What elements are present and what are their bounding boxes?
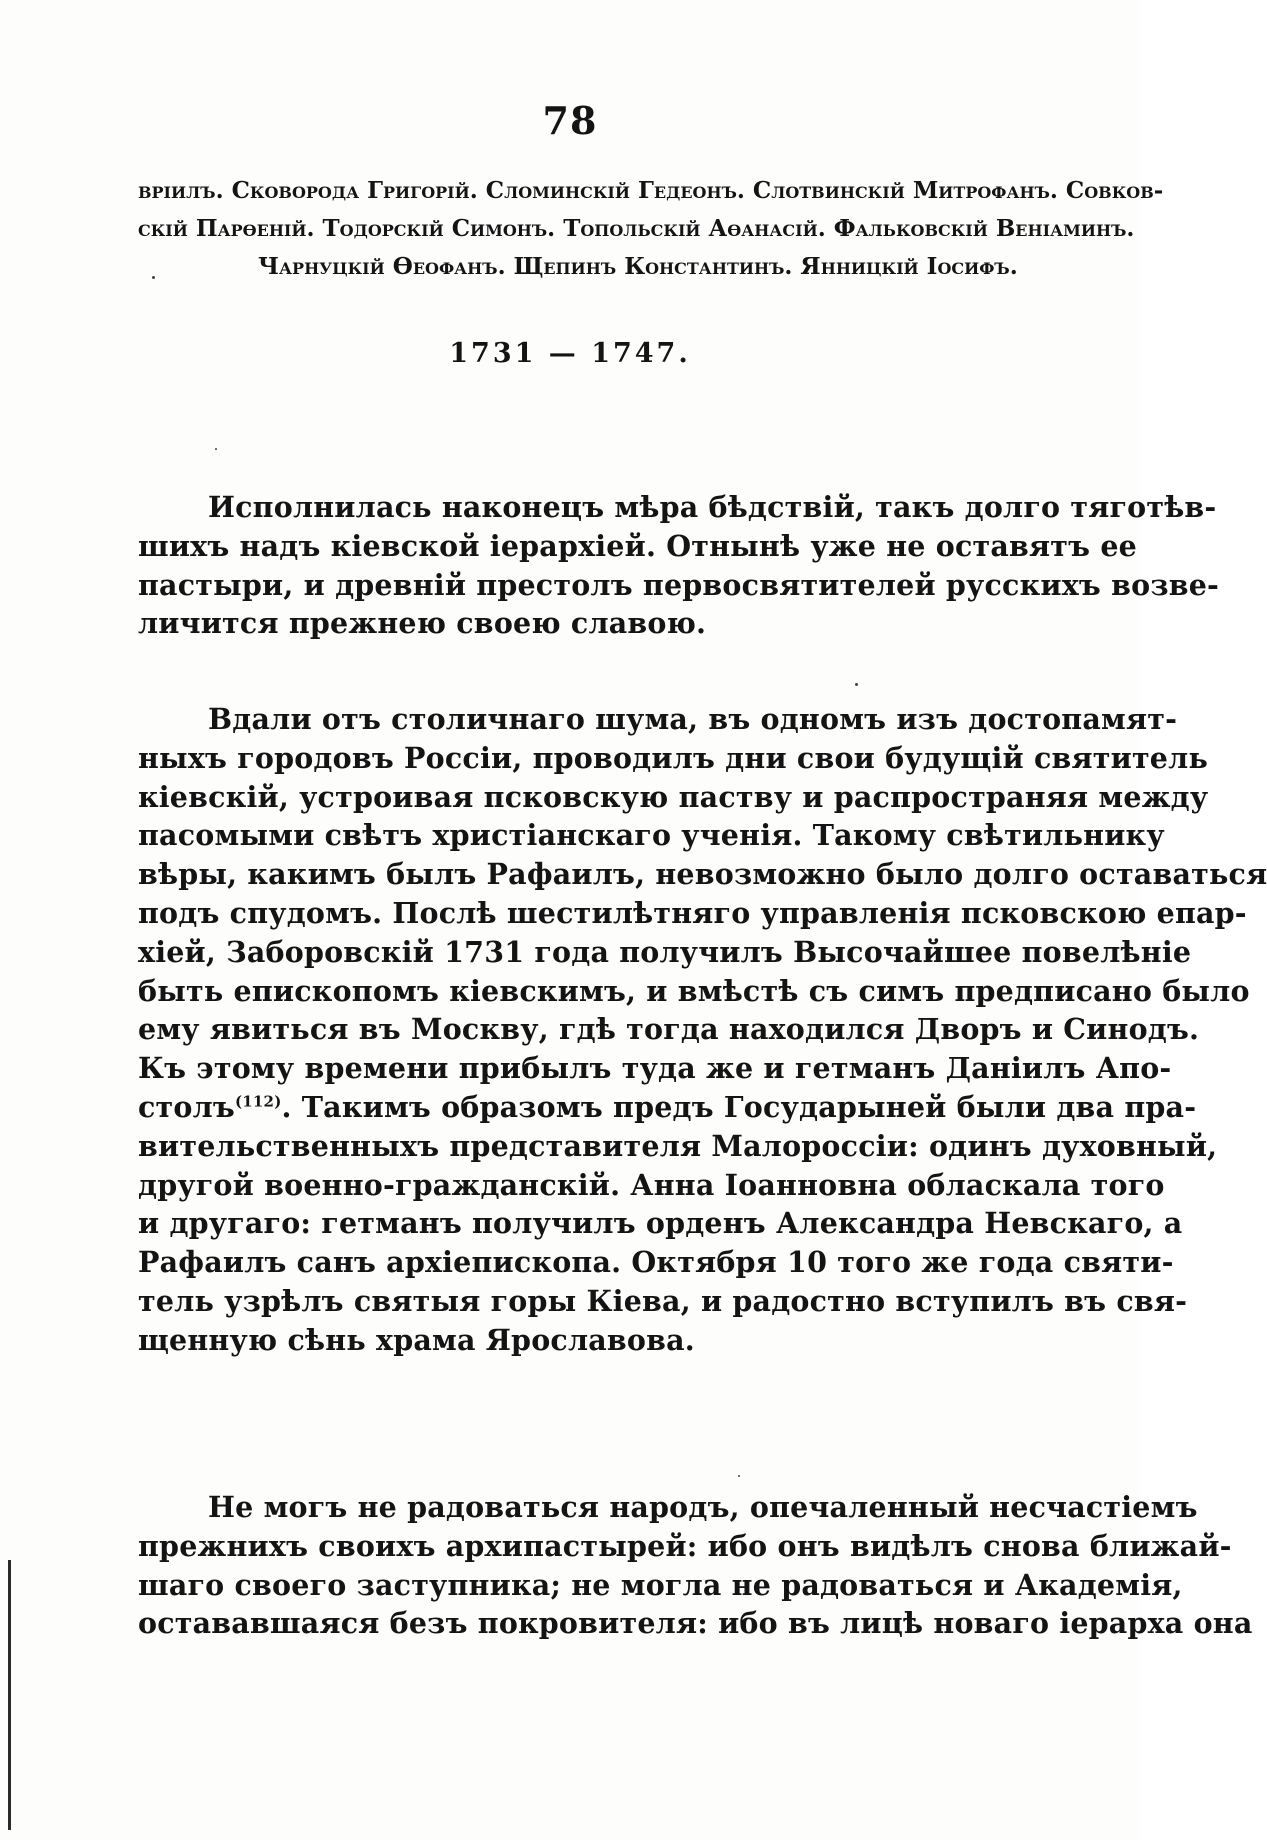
text-fragment: столъ <box>138 1089 235 1124</box>
names-line: Чарнуцкій Ѳеофанъ. Щепинъ Константинъ. Янницкій Іосифъ. <box>258 253 1018 280</box>
text-line: Исполнилась наконецъ мѣра бѣдствій, такъ долго тяготѣв- <box>208 490 1217 524</box>
text-line-with-footnote <box>138 1088 1197 1127</box>
text-line: пастыри, и древній престолъ первосвятителей русскихъ возве- <box>138 567 1220 602</box>
text-fragment: . Такимъ образомъ предъ Государыней были два пра- <box>281 1089 1197 1124</box>
text-line: шаго своего заступника; не могла не радоваться и Академія, <box>138 1567 1183 1602</box>
text-line: вѣры, какимъ былъ Рафаилъ, невозможно было долго оставаться <box>138 857 1267 892</box>
text-line: прежнихъ своихъ архипастырей: ибо онъ видѣлъ снова ближай- <box>138 1528 1232 1563</box>
text-line: хіей, Заборовскій 1731 года получилъ Высочайшее повелѣніе <box>138 934 1192 969</box>
text-line: остававшаяся безъ покровителя: ибо въ лицѣ новаго іерарха она <box>138 1606 1253 1641</box>
paragraph-3 <box>138 1488 1253 1643</box>
text-line: Рафаилъ санъ архіепископа. Октября 10 того же года святи- <box>138 1245 1174 1280</box>
scan-speck <box>738 1475 740 1477</box>
text-line: вительственныхъ представителя Малороссіи: одинъ духовный, <box>138 1128 1218 1163</box>
paragraph-2 <box>138 700 1267 1360</box>
page-number: 78 <box>542 98 598 143</box>
text-line: ныхъ городовъ Россіи, проводилъ дни свои будущій святитель <box>138 740 1208 775</box>
text-line: шихъ надъ кіевской іерархіей. Отнынѣ уже не оставятъ ее <box>138 528 1137 563</box>
names-line: скій Парѳеній. Тодорскій Симонъ. Топольскій Аѳанасій. Фальковскій Веніаминъ. <box>138 215 1135 242</box>
text-line: Вдали отъ столичнаго шума, въ одномъ изъ достопамят- <box>208 702 1178 736</box>
section-year-heading: 1731 — 1747. <box>449 338 691 369</box>
text-line: другой военно-гражданскій. Анна Іоанновна обласкала того <box>138 1167 1165 1202</box>
names-list-continuation <box>138 172 1164 286</box>
text-line: подъ спудомъ. Послѣ шестилѣтняго управленія псковскою епар- <box>138 895 1247 930</box>
text-line: ему явиться въ Москву, гдѣ тогда находился Дворъ и Синодъ. <box>138 1012 1200 1047</box>
text-line: личится прежнею своею славою. <box>138 606 707 641</box>
scan-speck <box>855 683 858 686</box>
scan-speck <box>215 448 217 450</box>
text-line: кіевскій, устроивая псковскую паству и распространяя между <box>138 779 1209 814</box>
text-line: быть епископомъ кіевскимъ, и вмѣстѣ съ симъ предписано было <box>138 973 1250 1008</box>
scan-speck <box>152 276 155 279</box>
paragraph-1 <box>138 488 1220 643</box>
text-line: пасомыми свѣтъ христіанскаго ученія. Такому свѣтильнику <box>138 818 1165 853</box>
text-line: щенную сѣнь храма Ярославова. <box>138 1322 695 1357</box>
footnote-reference[interactable]: (112) <box>234 1092 282 1111</box>
text-line: Къ этому времени прибылъ туда же и гетманъ Даніилъ Апо- <box>138 1051 1172 1086</box>
text-line: и другаго: гетманъ получилъ орденъ Александра Невскаго, а <box>138 1206 1183 1241</box>
text-line: Не могъ не радоваться народъ, опечаленный несчастіемъ <box>208 1490 1198 1524</box>
names-line: вріилъ. Сковорода Григорій. Сломинскій Гедеонъ. Слотвинскій Митрофанъ. Совков- <box>138 177 1164 204</box>
scan-edge-line <box>8 1560 11 1830</box>
text-line: тель узрѣлъ святыя горы Кіева, и радостно вступилъ въ свя- <box>138 1283 1188 1318</box>
